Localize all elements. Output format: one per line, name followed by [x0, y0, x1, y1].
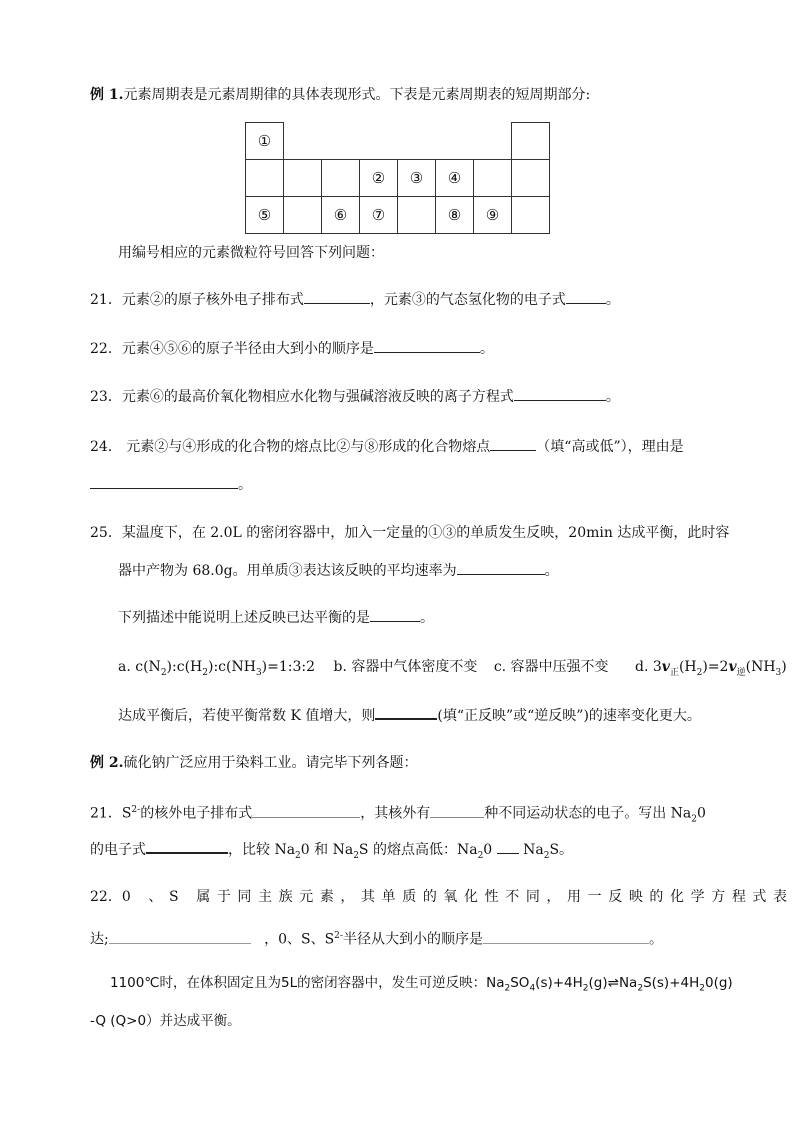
question-number: 24． [90, 439, 122, 455]
table-cell: ⑤ [246, 197, 284, 234]
velocity-symbol: v [661, 659, 670, 675]
example1-intro: 元素周期表是元素周期律的具体表现形式。下表是元素周期表的短周期部分: [123, 87, 591, 103]
table-cell-empty [436, 123, 474, 160]
question-text: 的核外电子排布式 [140, 805, 253, 822]
question-number: 25． [90, 525, 122, 541]
answer-blank[interactable] [430, 803, 484, 818]
reaction-text: 0(g) [705, 975, 733, 991]
subscript: 2 [637, 983, 644, 994]
table-cell-empty [474, 123, 512, 160]
reaction-text: S(s)+4H [643, 975, 700, 991]
table-cell: ② [360, 160, 398, 197]
question-number: 22． [90, 889, 122, 905]
table-cell [474, 160, 512, 197]
subscript: 3 [775, 667, 782, 678]
reaction-text: (s)+4H [535, 975, 583, 991]
question-text: Na [523, 842, 544, 858]
answer-blank[interactable] [514, 386, 606, 401]
answer-blank[interactable] [90, 474, 238, 489]
example1-q24 [90, 436, 684, 458]
option-text: c. 容器中压强不变 [493, 659, 609, 675]
option-a[interactable] [118, 656, 315, 684]
example2-label: 例 2. [90, 755, 124, 771]
table-cell: ⑦ [360, 197, 398, 234]
example1-instruction: 用编号相应的元素微粒符号回答下列问题： [118, 245, 384, 261]
answer-blank[interactable] [483, 929, 649, 944]
option-text: a. c(N [118, 659, 161, 675]
table-cell [398, 197, 436, 234]
example2-intro-line [90, 752, 418, 774]
question-text: 器中产物为 68.0g。用单质③表达该反映的平均速率为 [118, 563, 457, 579]
question-text: 元素②的原子核外电子排布式 [121, 292, 304, 308]
subscript: 2 [353, 850, 359, 861]
option-text: )=1:3:2 [261, 659, 316, 675]
question-text: ，其核外有 [360, 805, 431, 822]
table-cell: ④ [436, 160, 474, 197]
option-text: d. 3 [635, 659, 662, 675]
question-text: 达; [90, 931, 109, 948]
question-text: S [121, 805, 132, 822]
answer-blank[interactable] [566, 289, 606, 304]
table-cell [284, 160, 322, 197]
question-text: 0 、S 属于同主族元素，其单质的氧化性不同，用一反映的化学方程式表 [121, 889, 794, 905]
example1-q22 [90, 338, 494, 360]
subscript: 4 [529, 983, 536, 994]
option-b[interactable] [333, 656, 477, 678]
question-text: 。 [479, 341, 494, 357]
reaction-text: (g) [588, 975, 608, 991]
example1-q23 [90, 386, 620, 408]
reaction-text: 1100℃时，在体积固定且为5L的密闭容器中，发生可逆反映：Na [110, 975, 505, 991]
example1-q25-options [118, 656, 787, 684]
table-row [246, 197, 550, 234]
example2-reaction-line1 [110, 972, 733, 1000]
question-text: 元素⑥的最高价氧化物相应水化物与强碱溶液反映的离子方程式 [121, 389, 514, 405]
question-text: 。 [544, 563, 559, 579]
subscript: 2 [582, 983, 589, 994]
example2-q21-line1 [90, 799, 706, 830]
question-text: ，0、S、S [264, 931, 335, 948]
subscript: 2 [543, 850, 550, 861]
subscript: 2 [477, 850, 484, 861]
subscript: 3 [255, 667, 262, 678]
reaction-text: Na [618, 975, 638, 991]
question-text: （填“高或低”），理由是 [536, 439, 684, 455]
velocity-symbol: v [728, 659, 737, 675]
option-text: )=2 [702, 659, 729, 675]
example2-intro: 硫化钠广泛应用于染料工业。请完毕下列各题： [123, 755, 418, 771]
question-text: S。 [549, 842, 574, 858]
question-number: 23． [90, 389, 122, 405]
answer-blank[interactable] [490, 436, 536, 451]
table-cell [512, 160, 550, 197]
subscript: 2 [160, 667, 167, 678]
subscript: 2 [295, 850, 301, 861]
example1-q24-line2 [90, 474, 252, 496]
option-text: ) [781, 659, 787, 675]
subscript: 2 [699, 983, 705, 994]
example1-q25-line1 [90, 522, 729, 544]
question-number: 21． [90, 292, 122, 308]
table-cell [284, 197, 322, 234]
periodic-table [245, 122, 550, 234]
option-text: (H [678, 659, 697, 675]
question-text: 0 [483, 842, 493, 858]
subscript: 逆 [736, 667, 746, 678]
table-cell: ⑥ [322, 197, 360, 234]
answer-blank[interactable] [497, 839, 519, 854]
example2-reaction-line2: -Q (Q>0）并达成平衡。 [90, 1013, 241, 1029]
answer-blank[interactable] [109, 929, 251, 944]
subscript: 正 [669, 667, 679, 678]
question-text: 种不同运动状态的电子。写出 Na [484, 805, 692, 822]
answer-blank[interactable] [375, 704, 437, 720]
question-text: 。 [605, 292, 620, 308]
option-text: ):c(H [166, 659, 203, 675]
table-cell [512, 123, 550, 160]
superscript: 2- [131, 805, 141, 815]
question-text: 0 [696, 805, 706, 822]
reaction-text: SO [510, 975, 530, 991]
table-cell-empty [322, 123, 360, 160]
table-cell [246, 160, 284, 197]
answer-blank[interactable] [146, 838, 228, 854]
question-text: 。 [648, 931, 663, 948]
option-text: (NH [745, 659, 776, 675]
question-text: 达成平衡后，若使平衡常数 K 值增大，则 [118, 708, 376, 724]
question-text: ，比较 Na [228, 842, 296, 858]
table-cell-empty [360, 123, 398, 160]
question-text: (填“正反映”或“逆反映”)的速率变化更大。 [437, 708, 701, 724]
example2-q21-line2 [90, 838, 573, 867]
answer-blank[interactable] [252, 803, 360, 818]
option-text: b. 容器中气体密度不变 [333, 659, 478, 675]
option-c[interactable] [494, 656, 609, 678]
question-text: 0 和 Na [300, 842, 354, 858]
superscript: 2- [334, 931, 343, 941]
question-text: 元素④⑤⑥的原子半径由大到小的顺序是 [121, 341, 374, 357]
question-text: 下列描述中能说明上述反映已达平衡的是 [118, 610, 370, 626]
question-text: 某温度下，在 2.0L 的密闭容器中，加入一定量的①③的单质发生反映，20min 达成平衡，此时容 [121, 525, 730, 541]
table-cell-empty [284, 123, 322, 160]
subscript: 2 [504, 983, 511, 994]
table-row [246, 123, 550, 160]
question-number: 22． [90, 341, 122, 357]
question-number: 21． [90, 805, 122, 822]
example1-q25-line5 [118, 704, 701, 727]
table-cell [322, 160, 360, 197]
question-text: 的电子式 [90, 842, 146, 858]
example1-q25-line2 [118, 560, 559, 582]
example2-q22-line2 [90, 925, 663, 951]
answer-blank[interactable] [370, 607, 420, 622]
subscript: 2 [691, 814, 697, 825]
answer-blank[interactable] [457, 560, 545, 575]
question-text: S 的熔点高低：Na [358, 842, 478, 858]
answer-blank[interactable] [304, 289, 370, 304]
equilibrium-arrow-icon: ⇌ [607, 975, 619, 991]
question-text: 半径从大到小的顺序是 [342, 931, 483, 948]
subscript: 2 [696, 667, 703, 678]
question-text: 元素②与④形成的化合物的熔点比②与⑧形成的化合物熔点 [126, 439, 491, 455]
question-text: ，元素③的气态氢化物的电子式 [369, 292, 566, 308]
table-cell: ① [246, 123, 284, 160]
example1-label: 例 1. [90, 87, 124, 103]
question-text: 。 [605, 389, 620, 405]
table-cell: ③ [398, 160, 436, 197]
subscript: 2 [202, 667, 208, 678]
question-text: 。 [238, 477, 252, 493]
option-d[interactable] [635, 656, 787, 684]
table-cell: ⑧ [436, 197, 474, 234]
table-cell: ⑨ [474, 197, 512, 234]
question-text: 。 [420, 610, 434, 626]
table-cell-empty [398, 123, 436, 160]
example1-intro-line [90, 84, 590, 106]
example1-q21 [90, 289, 620, 311]
example2-q22-line1 [90, 886, 794, 908]
example1-q25-line3 [118, 607, 434, 629]
table-cell [512, 197, 550, 234]
table-row [246, 160, 550, 197]
option-text: ):c(NH [207, 659, 256, 675]
answer-blank[interactable] [374, 338, 480, 353]
